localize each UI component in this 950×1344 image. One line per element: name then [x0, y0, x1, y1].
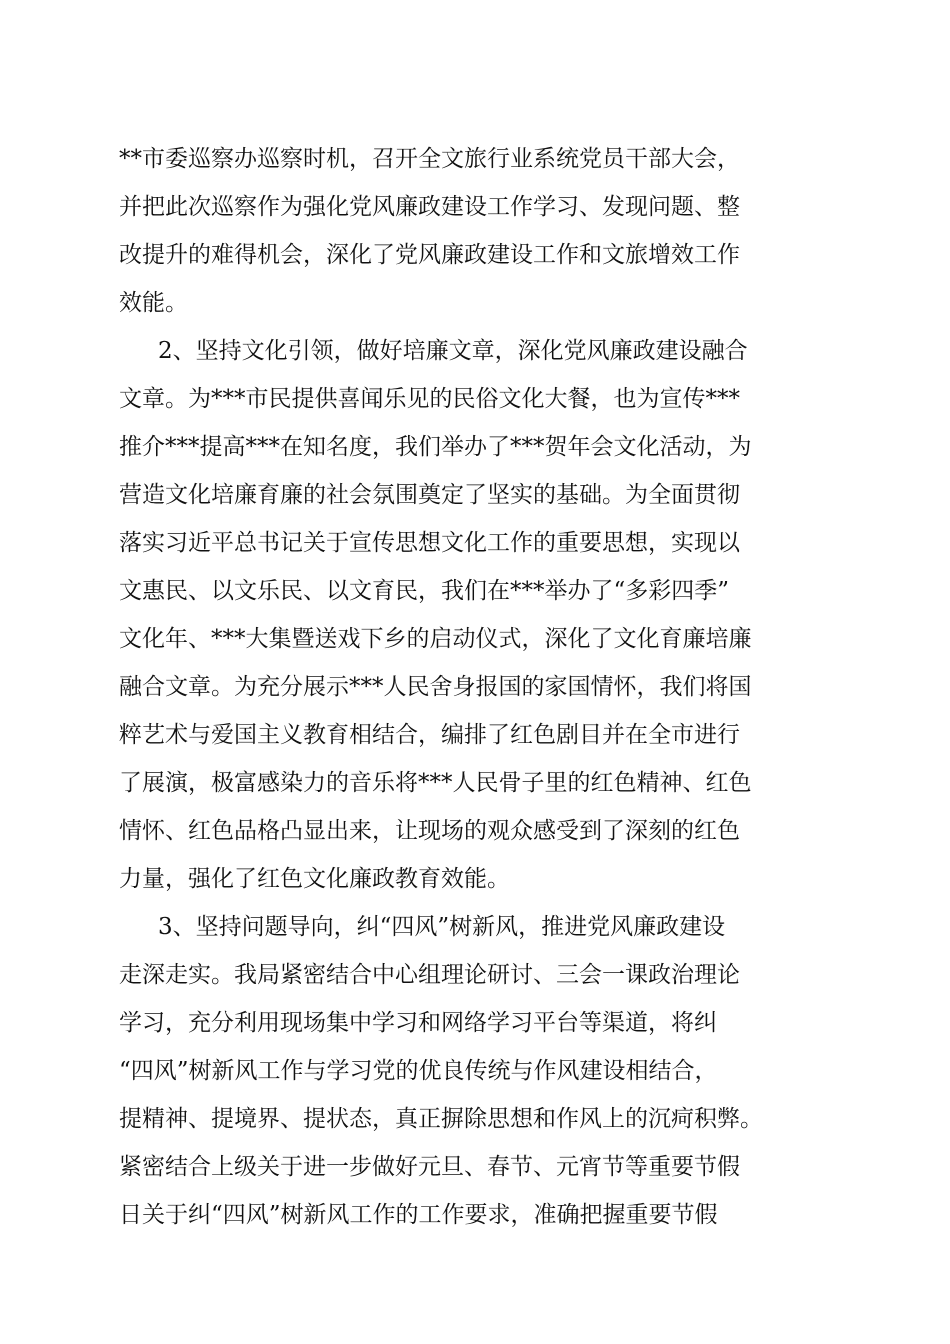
text-line-5: 2、坚持文化引领，做好培廉文章，深化党风廉政建设融合	[158, 338, 748, 364]
text-line-18: 走深走实。我局紧密结合中心组理论研讨、三会一课政治理论	[119, 962, 740, 988]
text-line-6: 文章。为***市民提供喜闻乐见的民俗文化大餐，也为宣传***	[119, 386, 740, 412]
text-line-1: **市委巡察办巡察时机，召开全文旅行业系统党员干部大会，	[119, 146, 740, 172]
text-line-14: 了展演，极富感染力的音乐将***人民骨子里的红色精神、红色	[119, 770, 752, 796]
text-line-13: 粹艺术与爱国主义教育相结合，编排了红色剧目并在全市进行	[119, 722, 740, 748]
text-line-7: 推介***提高***在知名度，我们举办了***贺年会文化活动，为	[119, 434, 752, 460]
text-line-23: 日关于纠“四风”树新风工作的工作要求，准确把握重要节假	[119, 1202, 718, 1228]
text-line-17: 3、坚持问题导向，纠“四风”树新风，推进党风廉政建设	[158, 914, 726, 940]
text-line-3: 改提升的难得机会，深化了党风廉政建设工作和文旅增效工作	[119, 242, 740, 268]
text-line-19: 学习，充分利用现场集中学习和网络学习平台等渠道，将纠	[119, 1010, 717, 1036]
text-line-20: “四风”树新风工作与学习党的优良传统与作风建设相结合，	[119, 1058, 718, 1084]
text-line-22: 紧密结合上级关于进一步做好元旦、春节、元宵节等重要节假	[119, 1154, 740, 1180]
text-line-11: 文化年、***大集暨送戏下乡的启动仪式，深化了文化育廉培廉	[119, 626, 752, 652]
text-line-2: 并把此次巡察作为强化党风廉政建设工作学习、发现问题、整	[119, 194, 740, 220]
text-line-4: 效能。	[119, 290, 188, 316]
text-line-8: 营造文化培廉育廉的社会氛围奠定了坚实的基础。为全面贯彻	[119, 482, 740, 508]
text-line-15: 情怀、红色品格凸显出来，让现场的观众感受到了深刻的红色	[119, 818, 740, 844]
text-line-10: 文惠民、以文乐民、以文育民，我们在***举办了“多彩四季”	[119, 578, 730, 604]
text-line-16: 力量，强化了红色文化廉政教育效能。	[119, 866, 510, 892]
text-line-21: 提精神、提境界、提状态，真正摒除思想和作风上的沉疴积弊。	[119, 1106, 763, 1132]
text-line-12: 融合文章。为充分展示***人民舍身报国的家国情怀，我们将国	[119, 674, 752, 700]
text-line-9: 落实习近平总书记关于宣传思想文化工作的重要思想，实现以	[119, 530, 740, 556]
